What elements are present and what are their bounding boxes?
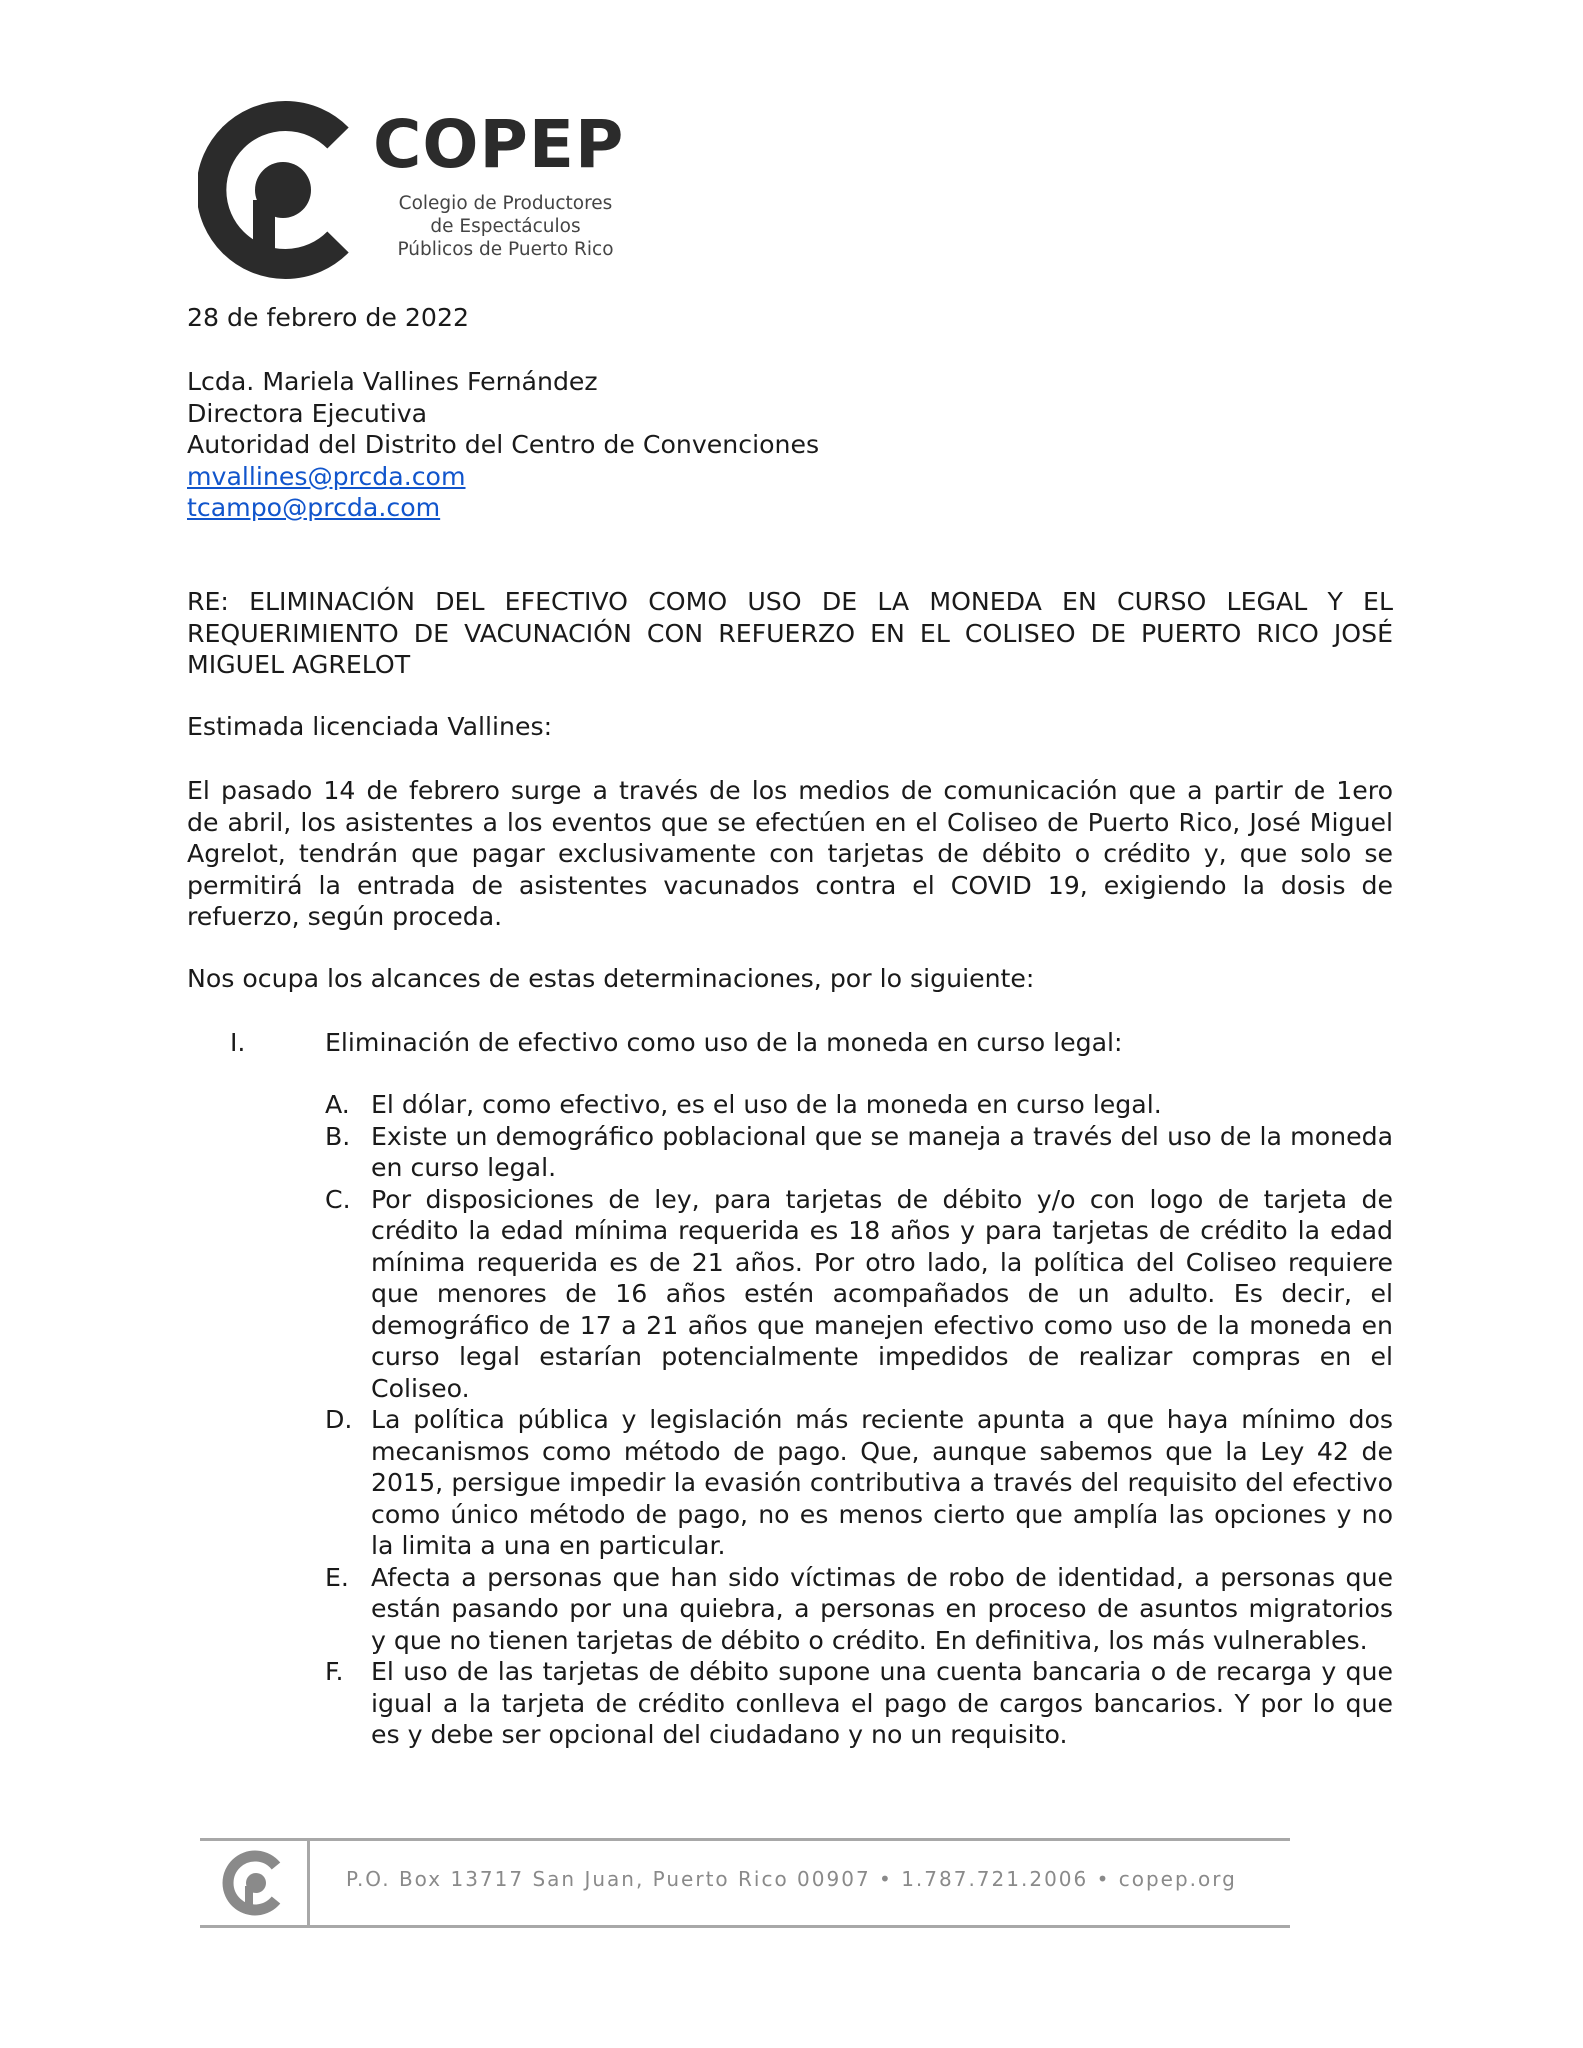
copep-logo xyxy=(198,100,638,280)
subject-line: REQUERIMIENTO DE VACUNACIÓN CON REFUERZO EN EL COLISEO DE PUERTO RICO JOSÉ xyxy=(187,618,1393,648)
list-item: A. El dólar, como efectivo, es el uso de la moneda en curso legal. xyxy=(325,1090,1162,1119)
letter-date: 28 de febrero de 2022 xyxy=(187,303,470,332)
section-title: Eliminación de efectivo como uso de la moneda en curso legal: xyxy=(325,1028,1123,1057)
letterhead-footer xyxy=(200,1838,1290,1928)
subject-block xyxy=(187,586,1393,681)
subject-line: RE: ELIMINACIÓN DEL EFECTIVO COMO USO DE LA MONEDA EN CURSO LEGAL Y EL xyxy=(187,587,1393,616)
copep-footer-logo-icon xyxy=(220,1848,290,1918)
email-link-tcampo[interactable]: tcampo@prcda.com xyxy=(187,493,441,522)
recipient-title: Directora Ejecutiva xyxy=(187,398,428,428)
footer-rule xyxy=(200,1838,1290,1841)
footer-contact: P.O. Box 13717 San Juan, Puerto Rico 00907 • 1.787.721.2006 • copep.org xyxy=(346,1867,1237,1891)
greeting: Estimada licenciada Vallines: xyxy=(187,712,553,741)
list-item: E. Afecta a personas que han sido víctimas de robo de identidad, a personas que están pasando por una quiebra, a personas en proceso de asuntos migratorios y que no tienen tarjetas de débito o crédito. En definitiva, los más vulnerables. xyxy=(325,1562,1393,1655)
logo-wordmark: COPEP xyxy=(373,106,625,183)
logo-subtitle: Colegio de Productores de Espectáculos Públicos de Puerto Rico xyxy=(397,193,614,260)
paragraph-scope: Nos ocupa los alcances de estas determinaciones, por lo siguiente: xyxy=(187,964,1035,993)
copep-logo-mark-icon xyxy=(198,100,368,280)
section-number: I. xyxy=(230,1028,246,1057)
recipient-block xyxy=(187,366,1393,524)
list-item: D. La política pública y legislación más reciente apunta a que haya mínimo dos mecanismos como método de pago. Que, aunque sabemos que la Ley 42 de 2015, persigue impedir la evasión contributiva a través del requisito del efectivo como único método de pago, no es menos cierto que amplía las opciones y no la limita a una en particular. xyxy=(325,1405,1393,1560)
lettered-list xyxy=(325,1089,1393,1751)
footer-rule xyxy=(200,1925,1290,1928)
list-item: C. Por disposiciones de ley, para tarjetas de débito y/o con logo de tarjeta de crédito la edad mínima requerida es 18 años y para tarjetas de crédito la edad mínima requerida es de 21 años. Por otro lado, la política del Coliseo requiere que menores de 16 años estén acompañados de un adulto. Es decir, el demográfico de 17 a 21 años que manejen efectivo como uso de la moneda en curso legal estarían potencialmente impedidos de realizar compras en el Coliseo. xyxy=(325,1184,1393,1403)
list-item: B. Existe un demográfico poblacional que se maneja a través del uso de la moneda en curso legal. xyxy=(325,1121,1393,1182)
subject-line: MIGUEL AGRELOT xyxy=(187,650,411,679)
email-link-mvallines[interactable]: mvallines@prcda.com xyxy=(187,461,466,491)
list-item: F. El uso de las tarjetas de débito supone una cuenta bancaria o de recarga y que igual a la tarjeta de crédito conlleva el pago de cargos bancarios. Y por lo que es y debe ser opcional del ciudadano y no un requisito. xyxy=(325,1657,1393,1749)
recipient-name: Lcda. Mariela Vallines Fernández xyxy=(187,367,598,396)
paragraph-intro: El pasado 14 de febrero surge a través de los medios de comunicación que a partir de 1ero de abril, los asistentes a los eventos que se efectúen en el Coliseo de Puerto Rico, José Miguel Agrelot, tendrán que pagar exclusivamente con tarjetas de débito o crédito y, que solo se permitirá la entrada de asistentes vacunados contra el COVID 19, exigiendo la dosis de refuerzo, según proceda. xyxy=(187,776,1393,931)
footer-divider xyxy=(307,1838,310,1928)
recipient-organization: Autoridad del Distrito del Centro de Convenciones xyxy=(187,430,820,459)
